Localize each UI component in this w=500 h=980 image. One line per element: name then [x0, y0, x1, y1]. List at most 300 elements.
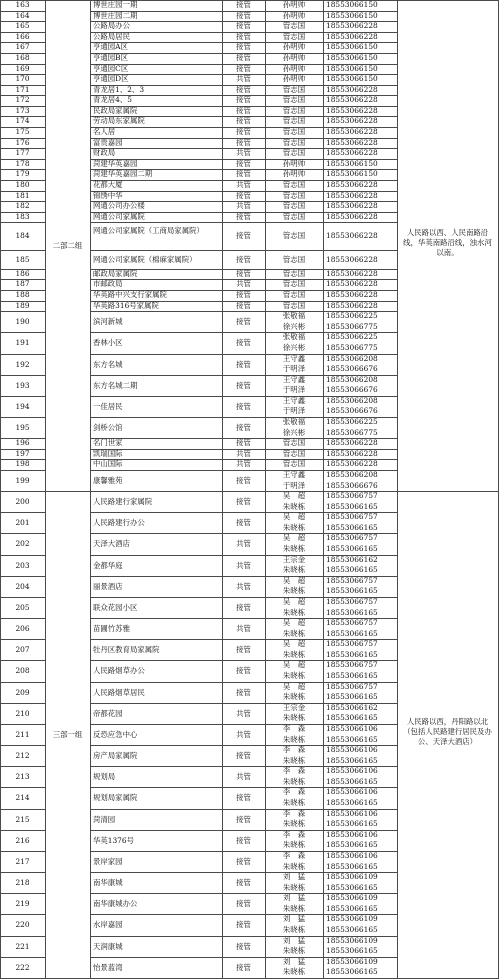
manage-type: 接管 — [236, 899, 251, 909]
contact-person: 朱晓栋 — [282, 586, 306, 596]
manage-type: 接管 — [236, 814, 251, 824]
contact-phone: 18553066775 — [326, 321, 378, 331]
row-number: 210 — [15, 708, 30, 718]
contact-phone: 18553066150 — [326, 52, 378, 62]
contact-person: 朱晓栋 — [282, 755, 306, 765]
manage-type: 接管 — [236, 751, 251, 761]
manage-type: 接管 — [236, 920, 251, 930]
contact-phone: 18553066150 — [326, 169, 378, 179]
contact-person: 管志国 — [282, 127, 306, 136]
row-number: 211 — [15, 729, 30, 739]
contact-person: 朱晓栋 — [282, 607, 306, 617]
community-name: 亨通园D区 — [93, 74, 129, 84]
manage-type: 共管 — [236, 581, 251, 591]
community-name: 景岸家园 — [93, 856, 123, 866]
community-name: 亨通园A区 — [93, 42, 128, 52]
row-number: 202 — [15, 539, 30, 549]
contact-phone: 18553066165 — [326, 946, 378, 956]
contact-phone: 18553066150 — [326, 42, 378, 52]
contact-person: 朱晓栋 — [282, 946, 306, 956]
contact-person: 李 森 — [282, 808, 306, 818]
contact-phone: 18553066228 — [326, 137, 378, 147]
manage-type: 接管 — [236, 127, 251, 136]
row-number: 165 — [15, 21, 30, 31]
community-name: 花都大厦 — [93, 179, 123, 189]
contact-phone: 18553066165 — [326, 882, 378, 892]
row-number: 182 — [15, 201, 30, 211]
manage-type: 接管 — [236, 105, 251, 115]
row-number: 198 — [15, 459, 30, 469]
row-number: 193 — [15, 380, 30, 390]
manage-type: 共管 — [236, 539, 251, 549]
manage-type: 接管 — [236, 359, 251, 369]
community-name: 南华康城 — [93, 878, 123, 888]
contact-phone: 18553066676 — [326, 480, 378, 490]
row-number: 203 — [15, 560, 30, 570]
contact-person: 李 森 — [282, 850, 306, 860]
manage-type: 接管 — [236, 116, 251, 126]
row-number: 180 — [15, 179, 30, 189]
contact-phone: 18553066228 — [326, 300, 378, 310]
contact-person: 管志国 — [282, 211, 306, 221]
group-line — [45, 0, 90, 1]
contact-phone: 18553066165 — [326, 861, 378, 871]
contact-person: 朱晓栋 — [282, 522, 306, 532]
contact-person: 朱晓栋 — [282, 925, 306, 935]
contact-phone: 18553066109 — [326, 935, 378, 945]
row-number: 216 — [15, 835, 30, 845]
contact-phone: 18553066757 — [326, 491, 378, 501]
contact-person: 徐兴彬 — [282, 342, 306, 352]
manage-type: 接管 — [236, 52, 251, 62]
manage-type: 共管 — [236, 201, 251, 211]
contact-person: 孙明帅 — [282, 0, 306, 9]
manage-type: 接管 — [236, 231, 251, 241]
row-number: 187 — [15, 279, 30, 289]
contact-phone: 18553066165 — [326, 798, 378, 808]
manage-type: 共管 — [236, 708, 251, 718]
row-number: 218 — [15, 878, 30, 888]
community-name: 中山国际 — [93, 459, 123, 469]
community-name: 人民路建行办公 — [93, 518, 145, 528]
community-name: 滨河新城 — [93, 317, 123, 327]
row-number: 178 — [15, 158, 30, 168]
community-name: 网通公司家属院（棉麻家属院） — [93, 254, 197, 264]
manage-type: 接管 — [236, 211, 251, 221]
community-name: 华英路316号家属院 — [93, 300, 159, 310]
contact-person: 于明泽 — [282, 406, 306, 416]
contact-person: 刘 猛 — [282, 893, 306, 903]
community-name: 人民路烟草居民 — [93, 687, 145, 697]
manage-type: 接管 — [236, 645, 251, 655]
contact-person: 朱晓栋 — [282, 501, 306, 511]
manage-type: 接管 — [236, 687, 251, 697]
contact-phone: 18553066165 — [326, 586, 378, 596]
manage-type: 接管 — [236, 190, 251, 200]
contact-person: 吴 超 — [282, 681, 306, 691]
contact-person: 朱晓栋 — [282, 565, 306, 575]
contact-person: 王守鑫 — [282, 374, 306, 384]
col-line — [397, 0, 398, 978]
contact-person: 管志国 — [282, 268, 306, 278]
community-name: 人民路烟草办公 — [93, 666, 145, 676]
contact-phone: 18553066757 — [326, 533, 378, 543]
contact-person: 朱晓栋 — [282, 861, 306, 871]
contact-person: 王守鑫 — [282, 353, 306, 363]
contact-phone: 18553066676 — [326, 406, 378, 416]
contact-person: 朱晓栋 — [282, 882, 306, 892]
contact-phone: 18553066165 — [326, 565, 378, 575]
manage-type: 接管 — [236, 317, 251, 327]
manage-type: 共管 — [236, 148, 251, 158]
group-name: 二部二组 — [52, 240, 83, 250]
contact-person: 朱晓栋 — [282, 903, 306, 913]
contact-person: 朱晓栋 — [282, 671, 306, 681]
community-name: 财政局 — [93, 148, 116, 158]
contact-phone: 18553066228 — [326, 231, 378, 241]
col-line — [265, 0, 266, 978]
contact-phone: 18553066165 — [326, 755, 378, 765]
community-name: 丽景酒店 — [93, 581, 123, 591]
community-name: 凯瑞国际 — [93, 448, 123, 458]
row-number: 183 — [15, 211, 30, 221]
contact-person: 朱晓栋 — [282, 967, 306, 977]
group-line — [397, 0, 498, 1]
contact-person: 孙明帅 — [282, 42, 306, 52]
contact-phone: 18553066162 — [326, 702, 378, 712]
contact-phone: 18553066165 — [326, 713, 378, 723]
manage-type: 接管 — [236, 497, 251, 507]
community-name: 康馨雅苑 — [93, 475, 123, 485]
row-number: 186 — [15, 268, 30, 278]
row-number: 188 — [15, 290, 30, 299]
contact-phone: 18553066106 — [326, 745, 378, 755]
col-line — [0, 0, 1, 978]
community-name: 香林小区 — [93, 338, 123, 348]
contact-phone: 18553066165 — [326, 649, 378, 659]
col-line — [323, 0, 324, 978]
contact-phone: 18553066109 — [326, 893, 378, 903]
row-number: 194 — [15, 401, 30, 411]
community-name: 邮政局家属院 — [93, 268, 138, 278]
row-number: 221 — [15, 941, 30, 951]
contact-person: 管志国 — [282, 84, 306, 94]
community-name: 菏建华英嘉园 — [93, 158, 138, 168]
contact-person: 吴 超 — [282, 618, 306, 628]
contact-phone: 18553066228 — [326, 201, 378, 211]
col-line — [90, 0, 91, 978]
contact-person: 管志国 — [282, 31, 306, 41]
row-number: 214 — [15, 793, 30, 803]
contact-person: 李 森 — [282, 723, 306, 733]
manage-type: 接管 — [236, 380, 251, 390]
manage-type: 接管 — [236, 835, 251, 845]
contact-phone: 18553066109 — [326, 872, 378, 882]
row-number: 174 — [15, 116, 30, 126]
contact-person: 徐兴彬 — [282, 321, 306, 331]
row-number: 213 — [15, 772, 30, 782]
row-number: 200 — [15, 497, 30, 507]
manage-type: 共管 — [236, 729, 251, 739]
contact-person: 王守鑫 — [282, 469, 306, 479]
contact-phone: 18553066228 — [326, 459, 378, 469]
contact-person: 吴 超 — [282, 596, 306, 606]
manage-type: 接管 — [236, 438, 251, 448]
contact-phone: 18553066228 — [326, 95, 378, 105]
row-number: 199 — [15, 475, 30, 485]
manage-type: 接管 — [236, 268, 251, 278]
row-number: 197 — [15, 448, 30, 458]
contact-phone: 18553066208 — [326, 395, 378, 405]
community-name: 亨通园C区 — [93, 63, 129, 73]
contact-person: 刘 猛 — [282, 935, 306, 945]
contact-phone: 18553066165 — [326, 692, 378, 702]
contact-phone: 18553066757 — [326, 639, 378, 649]
manage-type: 共管 — [236, 560, 251, 570]
contact-phone: 18553066106 — [326, 829, 378, 839]
contact-phone: 18553066165 — [326, 628, 378, 638]
community-name: 公路局办公 — [93, 21, 130, 31]
row-number: 166 — [15, 31, 30, 41]
contact-phone: 18553066106 — [326, 723, 378, 733]
contact-phone: 18553066228 — [326, 254, 378, 264]
row-number: 173 — [15, 105, 30, 115]
row-number: 205 — [15, 602, 30, 612]
contact-phone: 18553066165 — [326, 967, 378, 977]
community-name: 金都华庭 — [93, 560, 123, 570]
contact-person: 于明泽 — [282, 480, 306, 490]
contact-person: 朱晓栋 — [282, 798, 306, 808]
row-number: 219 — [15, 899, 30, 909]
manage-type: 接管 — [236, 42, 251, 52]
contact-person: 张敬福 — [282, 417, 306, 427]
contact-person: 吴 超 — [282, 575, 306, 585]
manage-type: 接管 — [236, 254, 251, 264]
manage-type: 接管 — [236, 962, 251, 972]
contact-person: 朱晓栋 — [282, 628, 306, 638]
row-number: 169 — [15, 63, 30, 73]
contact-person: 朱晓栋 — [282, 819, 306, 829]
row-number: 176 — [15, 137, 30, 147]
contact-person: 刘 猛 — [282, 956, 306, 966]
manage-type: 接管 — [236, 518, 251, 528]
community-name: 天泽大酒店 — [93, 539, 130, 549]
community-name: 苗圃竹苏雅 — [93, 624, 130, 634]
contact-phone: 18553066165 — [326, 544, 378, 554]
row-number: 167 — [15, 42, 30, 52]
contact-phone: 18553066150 — [326, 63, 378, 73]
contact-phone: 18553066165 — [326, 776, 378, 786]
contact-phone: 18553066228 — [326, 179, 378, 189]
manage-type: 共管 — [236, 179, 251, 189]
community-name: 公路局居民 — [93, 31, 130, 41]
manage-type: 共管 — [236, 448, 251, 458]
community-name: 反恐应急中心 — [93, 729, 138, 739]
contact-phone: 18553066106 — [326, 808, 378, 818]
community-name: 天润康城 — [93, 941, 123, 951]
row-number: 220 — [15, 920, 30, 930]
community-name: 联众花园小区 — [93, 602, 138, 612]
row-number: 184 — [15, 231, 30, 241]
contact-person: 李 森 — [282, 829, 306, 839]
contact-phone: 18553066165 — [326, 903, 378, 913]
contact-person: 管志国 — [282, 95, 306, 105]
row-number: 201 — [15, 518, 30, 528]
row-number: 190 — [15, 317, 30, 327]
contact-phone: 18553066676 — [326, 364, 378, 374]
row-number: 185 — [15, 254, 30, 264]
row-number: 189 — [15, 300, 30, 310]
community-name: 网通公司办公楼 — [93, 201, 145, 211]
contact-phone: 18553066225 — [326, 417, 378, 427]
contact-person: 朱晓栋 — [282, 544, 306, 554]
contact-person: 朱晓栋 — [282, 692, 306, 702]
contact-phone: 18553066228 — [326, 84, 378, 94]
area-note: 人民路以西、人民南路沿线，华英南路沿线，浊水河以南。 — [403, 227, 492, 257]
contact-phone: 18553066228 — [326, 211, 378, 221]
community-name: 名人居 — [93, 127, 116, 136]
manage-type: 接管 — [236, 95, 251, 105]
contact-person: 刘 猛 — [282, 872, 306, 882]
contact-person: 管志国 — [282, 448, 306, 458]
contact-phone: 18553066228 — [326, 127, 378, 136]
contact-person: 管志国 — [282, 116, 306, 126]
community-name: 名门世家 — [93, 438, 123, 448]
manage-type: 共管 — [236, 74, 251, 84]
contact-phone: 18553066775 — [326, 427, 378, 437]
contact-phone: 18553066150 — [326, 10, 378, 20]
contact-phone: 18553066165 — [326, 840, 378, 850]
group-name: 三部一组 — [52, 729, 83, 739]
community-name: 华英路中兴支行家属院 — [93, 290, 167, 299]
row-number: 164 — [15, 10, 30, 20]
contact-phone: 18553066757 — [326, 660, 378, 670]
contact-person: 吴 超 — [282, 512, 306, 522]
group-line — [397, 491, 498, 492]
contact-phone: 18553066228 — [326, 268, 378, 278]
contact-person: 王宗金 — [282, 702, 306, 712]
manage-type: 接管 — [236, 0, 251, 9]
contact-phone: 18553066757 — [326, 596, 378, 606]
contact-phone: 18553066228 — [326, 190, 378, 200]
contact-person: 朱晓栋 — [282, 776, 306, 786]
manage-type: 接管 — [236, 666, 251, 676]
manage-type: 接管 — [236, 475, 251, 485]
contact-person: 孙明帅 — [282, 10, 306, 20]
community-name: 博世庄园一期 — [93, 0, 138, 9]
contact-phone: 18553066165 — [326, 522, 378, 532]
contact-person: 于明泽 — [282, 385, 306, 395]
manage-type: 接管 — [236, 423, 251, 433]
contact-person: 张敬福 — [282, 332, 306, 342]
community-name: 规划局家属院 — [93, 793, 138, 803]
manage-type: 接管 — [236, 941, 251, 951]
contact-person: 孙明帅 — [282, 52, 306, 62]
row-number: 212 — [15, 751, 30, 761]
contact-phone: 18553066228 — [326, 148, 378, 158]
contact-person: 孙明帅 — [282, 63, 306, 73]
row-number: 208 — [15, 666, 30, 676]
community-name: 人民路建行家属院 — [93, 497, 153, 507]
row-number: 191 — [15, 338, 30, 348]
community-name: 水岸嘉园 — [93, 920, 123, 930]
community-name: 牡丹区教育局家属院 — [93, 645, 160, 655]
contact-phone: 18553066165 — [326, 734, 378, 744]
contact-phone: 18553066775 — [326, 342, 378, 352]
contact-phone: 18553066208 — [326, 469, 378, 479]
community-name: 菏清园 — [93, 814, 116, 824]
manage-type: 共管 — [236, 624, 251, 634]
contact-person: 吴 超 — [282, 533, 306, 543]
community-name: 东方名城二期 — [93, 380, 138, 390]
row-number: 217 — [15, 856, 30, 866]
manage-type: 接管 — [236, 793, 251, 803]
contact-phone: 18553066228 — [326, 448, 378, 458]
community-name: 网通公司家属院 — [93, 211, 145, 221]
area-note: 人民路以西，丹阳路以北（包括人民路建行居民及办公、天泽大酒店） — [403, 716, 492, 746]
row-line — [0, 978, 499, 979]
community-name: 青龙居4、5 — [93, 95, 132, 105]
col-line — [222, 0, 223, 978]
contact-phone: 18553066757 — [326, 618, 378, 628]
community-name: 东方名城 — [93, 359, 123, 369]
row-number: 177 — [15, 148, 30, 158]
contact-phone: 18553066109 — [326, 956, 378, 966]
row-number: 171 — [15, 84, 30, 94]
contact-person: 管志国 — [282, 137, 306, 147]
contact-person: 管志国 — [282, 201, 306, 211]
manage-type: 接管 — [236, 21, 251, 31]
contact-phone: 18553066208 — [326, 374, 378, 384]
contact-person: 管志国 — [282, 21, 306, 31]
contact-phone: 18553066165 — [326, 925, 378, 935]
community-name: 劳动局东家属院 — [93, 116, 145, 126]
row-number: 163 — [15, 0, 30, 9]
manage-type: 接管 — [236, 856, 251, 866]
contact-phone: 18553066228 — [326, 116, 378, 126]
contact-phone: 18553066757 — [326, 681, 378, 691]
manage-type: 接管 — [236, 158, 251, 168]
contact-person: 于明泽 — [282, 364, 306, 374]
contact-phone: 18553066165 — [326, 671, 378, 681]
manage-type: 接管 — [236, 602, 251, 612]
manage-type: 接管 — [236, 300, 251, 310]
row-number: 172 — [15, 95, 30, 105]
manage-type: 接管 — [236, 63, 251, 73]
contact-person: 徐兴彬 — [282, 427, 306, 437]
contact-person: 朱晓栋 — [282, 734, 306, 744]
contact-person: 吴 超 — [282, 491, 306, 501]
contact-phone: 18553066150 — [326, 0, 378, 9]
community-name: 富贵嘉园 — [93, 137, 123, 147]
community-name: 房产局家属院 — [93, 751, 138, 761]
row-number: 170 — [15, 74, 30, 84]
row-number: 207 — [15, 645, 30, 655]
community-name: 规划局 — [93, 772, 116, 782]
manage-type: 共管 — [236, 459, 251, 469]
contact-person: 管志国 — [282, 179, 306, 189]
contact-phone: 18553066150 — [326, 74, 378, 84]
contact-phone: 18553066165 — [326, 819, 378, 829]
community-name: 亨通园B区 — [93, 52, 128, 62]
col-line — [45, 0, 46, 978]
community-name: 剑桥公馆 — [93, 423, 123, 433]
manage-type: 接管 — [236, 84, 251, 94]
contact-person: 朱晓栋 — [282, 649, 306, 659]
contact-phone: 18553066228 — [326, 105, 378, 115]
row-number: 222 — [15, 962, 30, 972]
contact-person: 管志国 — [282, 148, 306, 158]
